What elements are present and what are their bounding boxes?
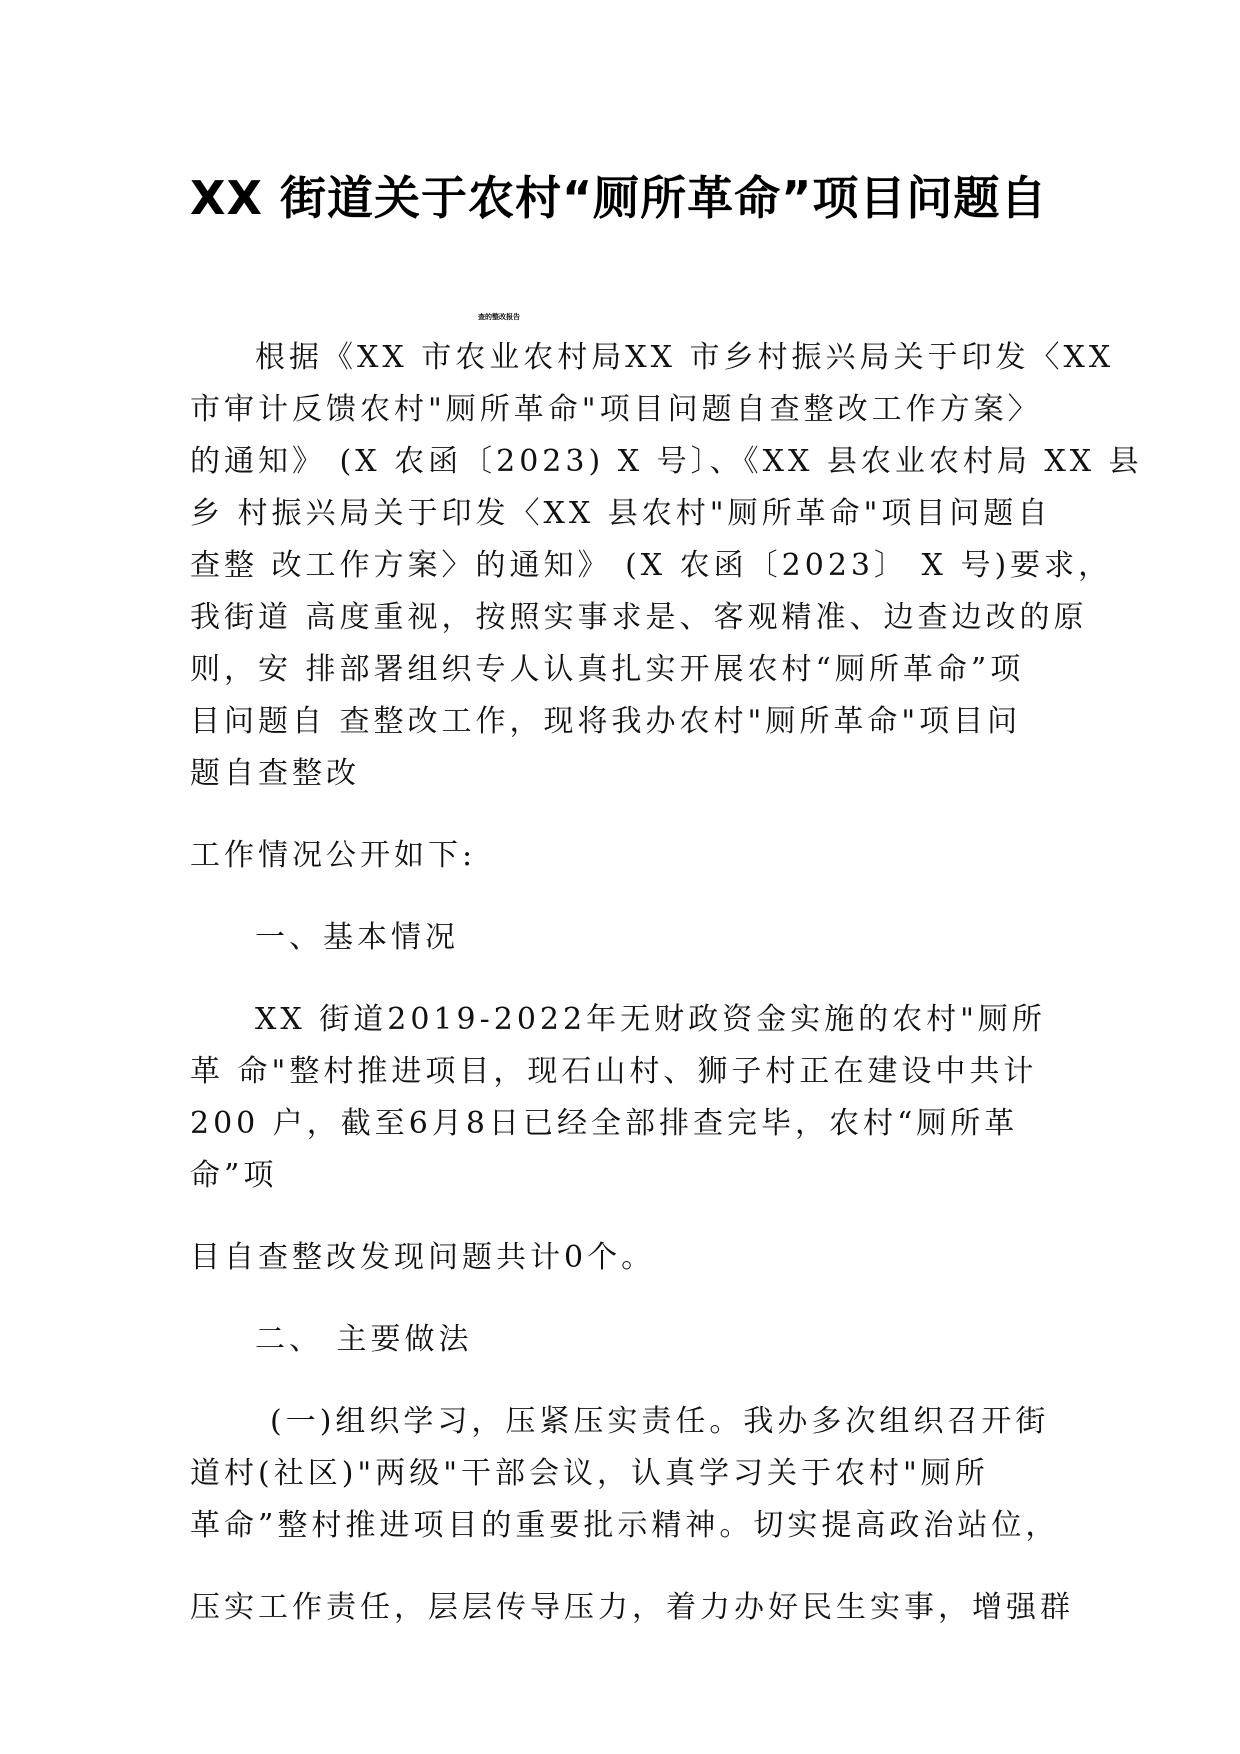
body-line-4: 乡 村振兴局关于印发〈XX 县农村"厕所革命"项目问题自 [190,496,1052,531]
document-title-line-2: 查的整改报告 [478,313,520,321]
section-heading-basic: 一、基本情况 [255,920,459,955]
body-line-21: 压实工作责任，层层传导压力，着力办好民生实事，增强群 [190,1590,1074,1625]
body-line-18: (一)组织学习，压紧压实责任。我办多次组织召开街 [270,1404,1050,1439]
body-line-3: 的通知》 (X 农函〔2023) X 号〕、《XX 县农业农村局 XX 县 [190,444,1143,479]
body-line-13: 革 命"整村推进项目，现石山村、狮子村正在建设中共计 [190,1054,1038,1089]
body-line-7: 则，安 排部署组织专人认真扎实开展农村“厕所革命”项 [190,652,1025,687]
body-line-19: 道村(社区)"两级"干部会议，认真学习关于农村"厕所 [190,1456,989,1491]
body-line-6: 我街道 高度重视，按照实事求是、客观精准、边查边改的原 [190,600,1088,635]
body-line-1: 根据《XX 市农业农村局XX 市乡村振兴局关于印发〈XX [255,340,1115,375]
body-line-2: 市审计反馈农村"厕所革命"项目问题自查整改工作方案〉 [190,392,1042,427]
body-line-8: 目问题自 查整改工作，现将我办农村"厕所革命"项目问 [190,704,1022,739]
body-line-5: 查整 改工作方案〉的通知》 (X 农函〔2023〕 X 号)要求， [190,548,1113,583]
body-line-14: 200 户，截至6月8日已经全部排查完毕，农村“厕所革 [190,1106,1019,1141]
body-line-15: 命”项 [190,1158,278,1193]
body-line-9: 题自查整改 [190,756,360,791]
body-line-10: 工作情况公开如下: [190,838,477,873]
document-title-line-1: XX 街道关于农村“厕所革命”项目问题自 [190,171,1048,225]
section-heading-methods: 二、 主要做法 [255,1322,473,1357]
body-line-20: 革命”整村推进项目的重要批示精神。切实提高政治站位， [190,1508,1060,1543]
body-line-16: 目自查整改发现问题共计0个。 [190,1240,656,1275]
body-line-12: XX 街道2019-2022年无财政资金实施的农村"厕所 [255,1002,1046,1037]
